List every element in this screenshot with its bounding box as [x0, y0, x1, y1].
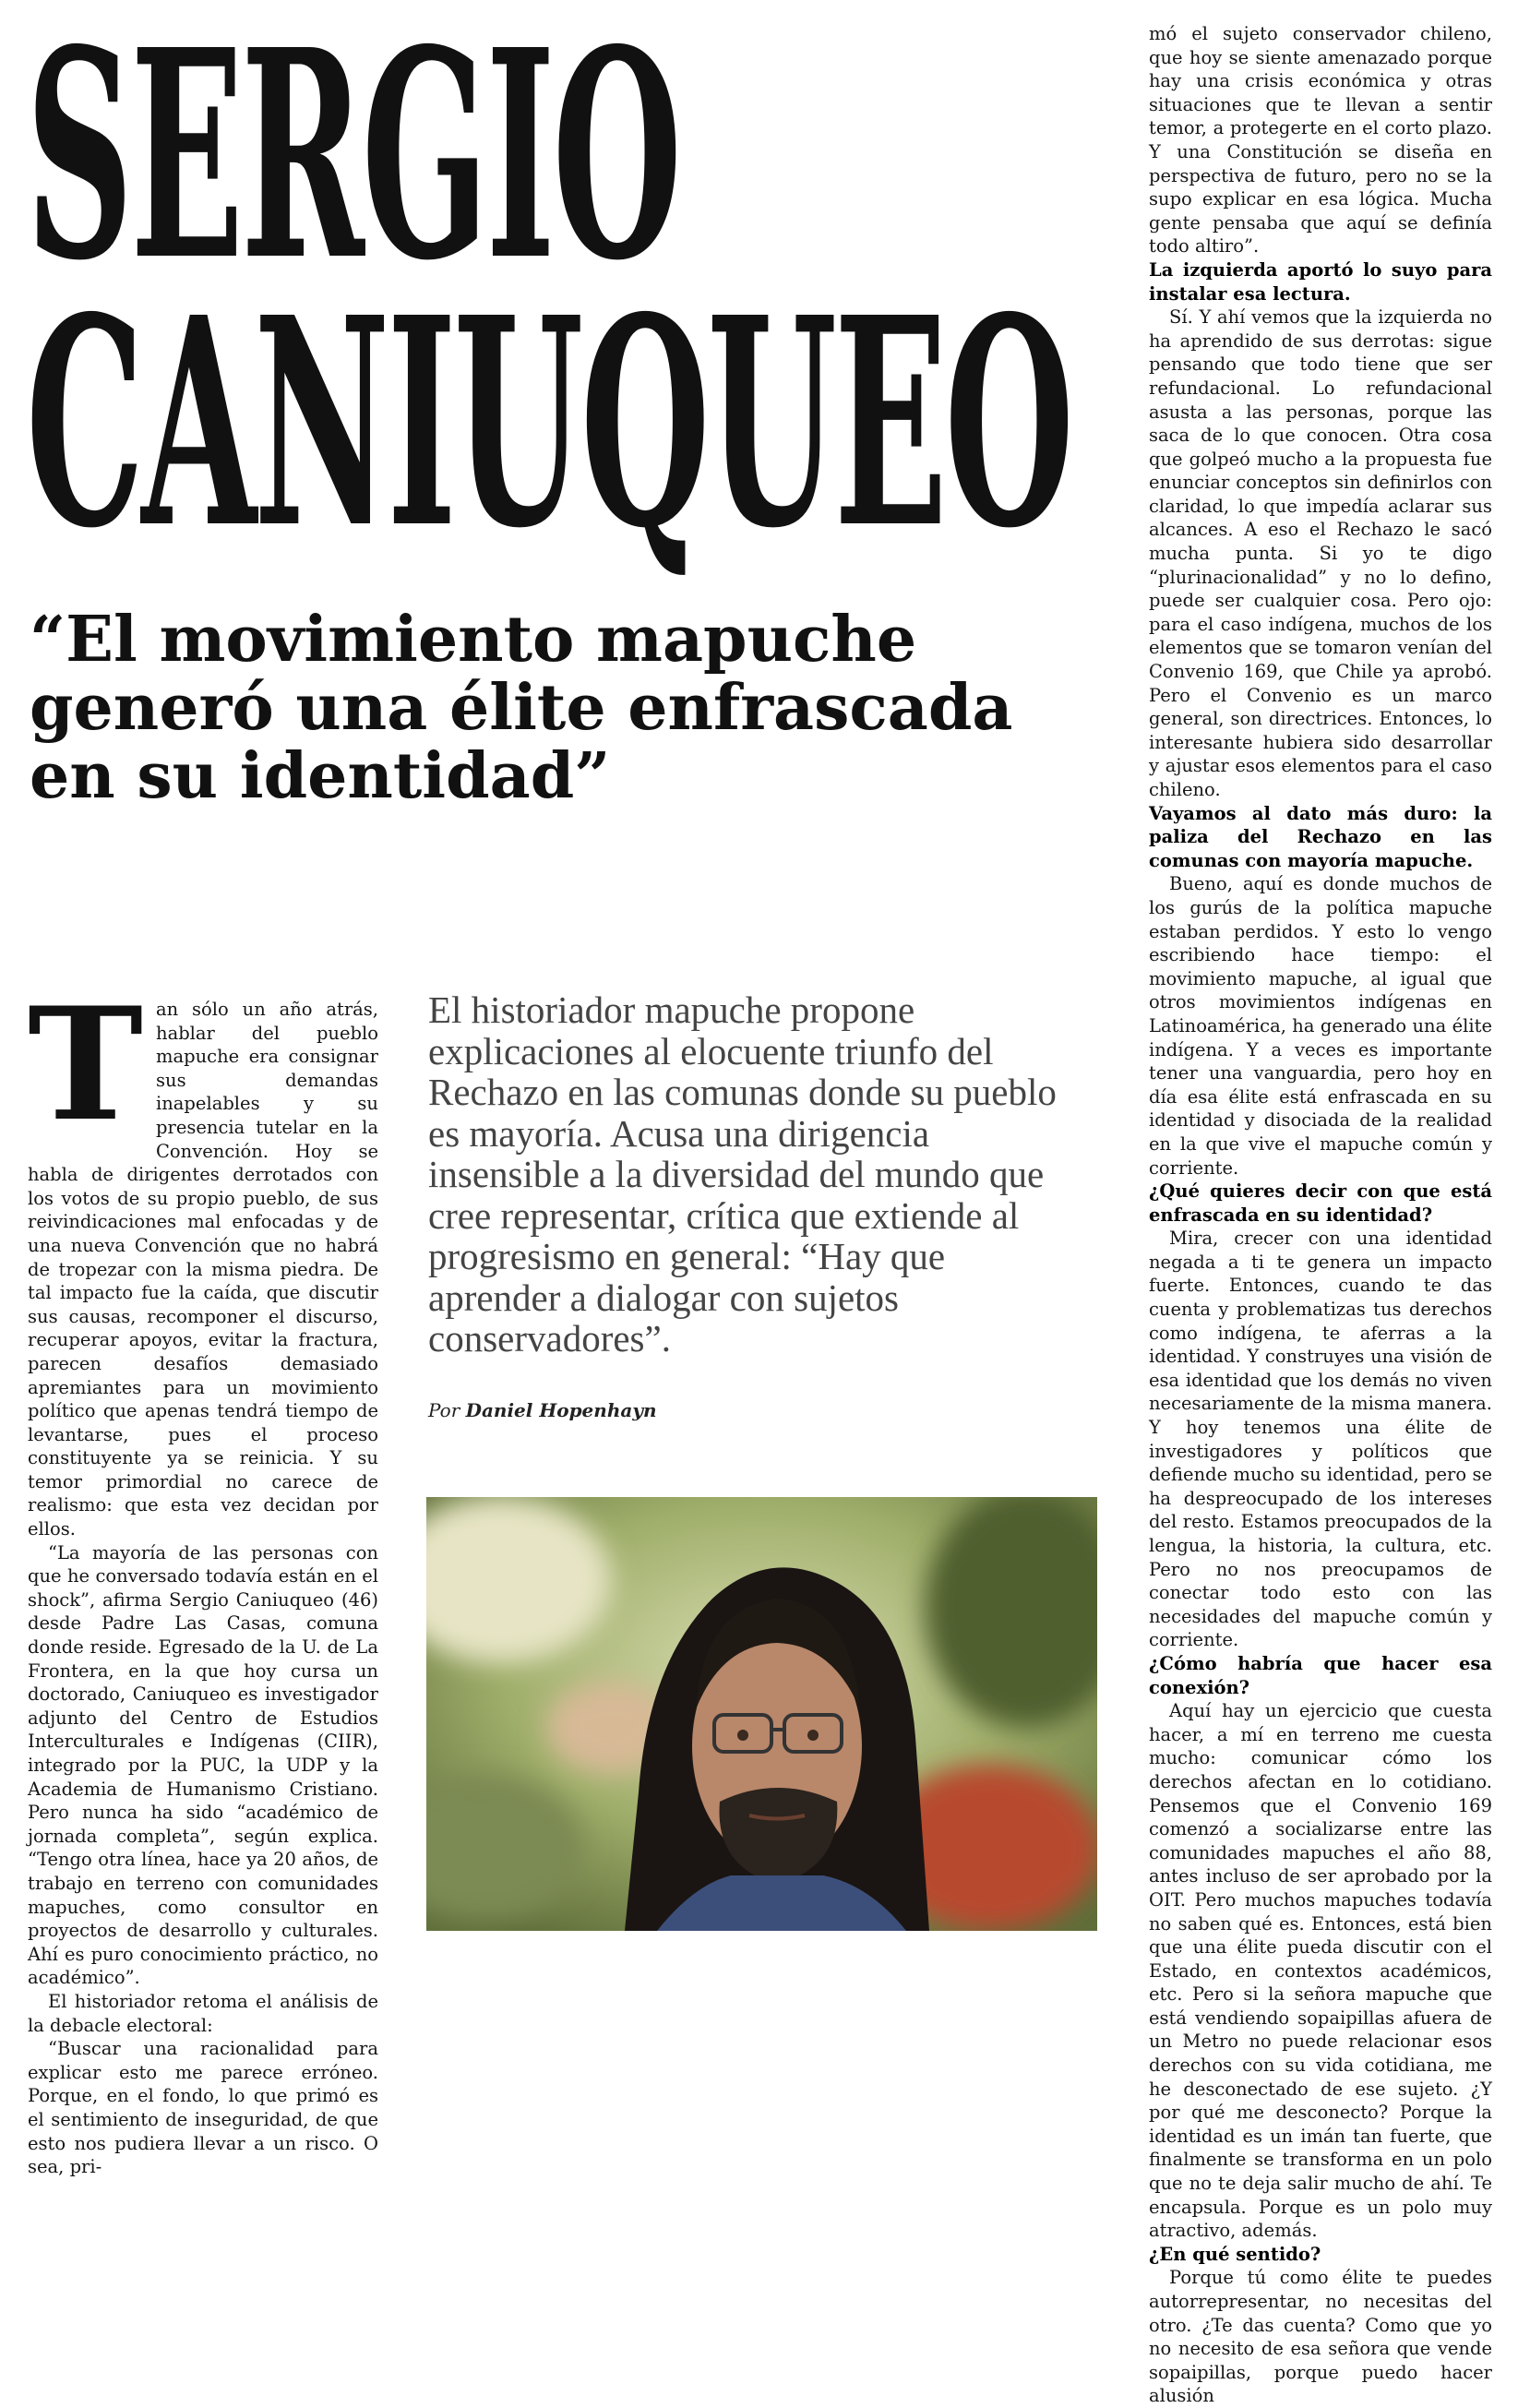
lede-line: es mayoría. Acusa una dirigencia — [428, 1111, 930, 1155]
lede-line: El historiador mapuche propone — [428, 988, 915, 1031]
interview-answer: Aquí hay un ejercicio que cuesta hacer, a mí en terreno me cuesta mucho: comunicar cómo los derechos afectan en lo cotidiano. Pensemos que el Convenio 169 comenzó a socializarse entre las comunidades mapuches el año 88, antes incluso de ser aprobado por la OIT. Pero muchos mapuches todavía no saben qué es. Entonces, está bien que una élite pueda discutir con el Estado, en contextos académicos, etc. Pero si la señora mapuche que está vendiendo sopaipillas afuera de un Metro no puede relacionar esos derechos con su vida cotidiana, me he desconectado de ese sujeto. ¿Y por qué me desconecto? Porque la identidad es un imán tan fuerte, que finalmente se transforma en un polo que no te deja salir mucho de ahí. Te encapsula. Porque es un polo muy atractivo, además. — [1149, 1700, 1492, 2242]
byline-prefix: Por — [428, 1399, 460, 1421]
portrait-photo — [426, 1497, 1097, 1931]
headline-line: “El movimiento mapuche — [30, 603, 917, 677]
paragraph: an sólo un año atrás, hablar del pueblo mapuche era consignar sus demandas inapelables y su presencia tutelar en la Convención. Hoy se habla de dirigentes derrotados con los votos de su propio pueblo, de sus reivindicaciones mal enfocadas y de una nueva Convención que no habrá de tropezar con la misma piedra. De tal impacto fue la caída, que discutir sus causas, recomponer el discurso, recuperar apoyos, evitar la fractura, parecen desafíos demasiado apremiantes para un movimiento político que apenas tendrá tiempo de levantarse, pues el proceso constituyente ya se reinicia. Y su temor primordial no carece de realismo: que esta vez decidan por ellos. — [28, 999, 378, 1540]
lede-line: aprender a dialogar con sujetos — [428, 1276, 900, 1319]
interview-question: Vayamos al dato más duro: la paliza del Rechazo en las comunas con mayoría mapuche. — [1149, 802, 1492, 871]
title-first-name: SERGIO — [26, 0, 680, 324]
byline — [428, 1399, 656, 1421]
interview-question: ¿Qué quieres decir con que está enfrascada en su identidad? — [1149, 1180, 1492, 1226]
interview-question: ¿En qué sentido? — [1149, 2243, 1321, 2265]
article-column-left — [28, 973, 378, 2179]
lede-summary — [428, 989, 1106, 1360]
interview-question: ¿Cómo habría que hacer esa conexión? — [1149, 1652, 1492, 1698]
headline-line: generó una élite enfrascada — [30, 671, 1013, 745]
interview-answer: Sí. Y ahí vemos que la izquierda no ha aprendido de sus derrotas: sigue pensando que todo tiene que ser refundacional. Lo refundacional asusta a las personas, porque las saca de lo que conocen. Otra cosa que golpeó mucho a la propuesta fue enunciar conceptos sin definirlos con claridad, lo que impedía aclarar sus alcances. A eso el Rechazo le sacó mucha punta. Si yo te digo “plurinacionalidad” y no lo defino, puede ser cualquier cosa. Pero ojo: para el caso indígena, muchos de los elementos que se tomaron venían del Convenio 169, que Chile ya aprobó. Pero el Convenio es un marco general, son directrices. Entonces, lo interesante hubiera sido desarrollar y ajustar esos elementos para el caso chileno. — [1149, 306, 1492, 800]
lede-line: insensible a la diversidad del mundo que — [428, 1153, 1045, 1195]
lede-line: cree representar, crítica que extiende al — [428, 1193, 1020, 1237]
lede-line: conservadores”. — [428, 1317, 671, 1360]
paragraph: mó el sujeto conservador chileno, que hoy se siente amenazado porque hay una crisis económica y otras situaciones que te llevan a sentir temor, a protegerte en el corto plazo. Y una Constitución se diseña en perspectiva de futuro, pero no se la supo explicar en esa lógica. Mucha gente pensaba que aquí se definía todo altiro”. — [1149, 23, 1492, 258]
drop-cap: T — [28, 973, 144, 1156]
headline-quote — [30, 603, 1118, 813]
paragraph: “La mayoría de las personas con que he conversado todavía están en el shock”, afirma Sergio Caniuqueo (46) desde Padre Las Casas, comuna donde reside. Egresado de la U. de La Frontera, en la que hoy cursa un doctorado, Caniuqueo es investigador adjunto del Centro de Estudios Interculturales e Indígenas (CIIR), integrado por la PUC, la UDP y la Academia de Humanismo Cristiano. Pero nunca ha sido “académico de jornada completa”, según explica. “Tengo otra línea, hace ya 20 años, de trabajo en terreno con comunidades mapuches, como consultor en proyectos de desarrollo y culturales. Ahí es puro conocimiento práctico, no académico”. — [28, 1541, 378, 1989]
paragraph: El historiador retoma el análisis de la debacle electoral: — [28, 1990, 378, 2036]
headline-line: en su identidad” — [30, 739, 611, 813]
interview-answer: Porque tú como élite te puedes autorrepresentar, no necesitas del otro. ¿Te das cuenta? Como que yo no necesito de esa señora que vende sopaipillas, porque puedo hacer alusión — [1149, 2267, 1492, 2407]
byline-author: Daniel Hopenhayn — [465, 1399, 657, 1421]
article-column-right — [1149, 22, 1492, 2408]
portrait-illustration — [426, 1497, 1097, 1931]
title-last-name: CANIUQUEO — [26, 256, 1071, 592]
interview-answer: Mira, crecer con una identidad negada a ti te genera un impacto fuerte. Entonces, cuando te das cuenta y problematizas tus derechos como indígena, te aferras a la identidad. Y construyes una visión de esa identidad que los demás no viven necesariamente de la misma manera. Y hoy tenemos una élite de investigadores y políticos que defiende mucho su identidad, pero se ha despreocupado de los intereses del resto. Estamos preocupados de la lengua, la historia, la cultura, etc. Pero no nos preocupamos de conectar todo esto con las necesidades del mapuche común y corriente. — [1149, 1228, 1492, 1651]
lede-line: explicaciones al elocuente triunfo del — [428, 1029, 994, 1072]
paragraph: “Buscar una racionalidad para explicar esto me parece erróneo. Porque, en el fondo, lo que primó es el sentimiento de inseguridad, de que esto nos pudiera llevar a un risco. O sea, pri- — [28, 2038, 378, 2178]
interview-question: La izquierda aportó lo suyo para instalar esa lectura. — [1149, 258, 1492, 305]
interview-answer: Bueno, aquí es donde muchos de los gurús de la política mapuche estaban perdidos. Y esto lo vengo escribiendo hace tiempo: el movimiento mapuche, al igual que otros movimientos indígenas en Latinoamérica, ha generado una élite indígena. Y a veces es importante tener una vanguardia, pero hoy en día esa élite está enfrascada en su identidad y disociada de la realidad en la que vive el mapuche común y corriente. — [1149, 873, 1492, 1179]
lede-line: Rechazo en las comunas donde su pueblo — [428, 1071, 1057, 1113]
lede-line: progresismo en general: “Hay que — [428, 1235, 946, 1277]
